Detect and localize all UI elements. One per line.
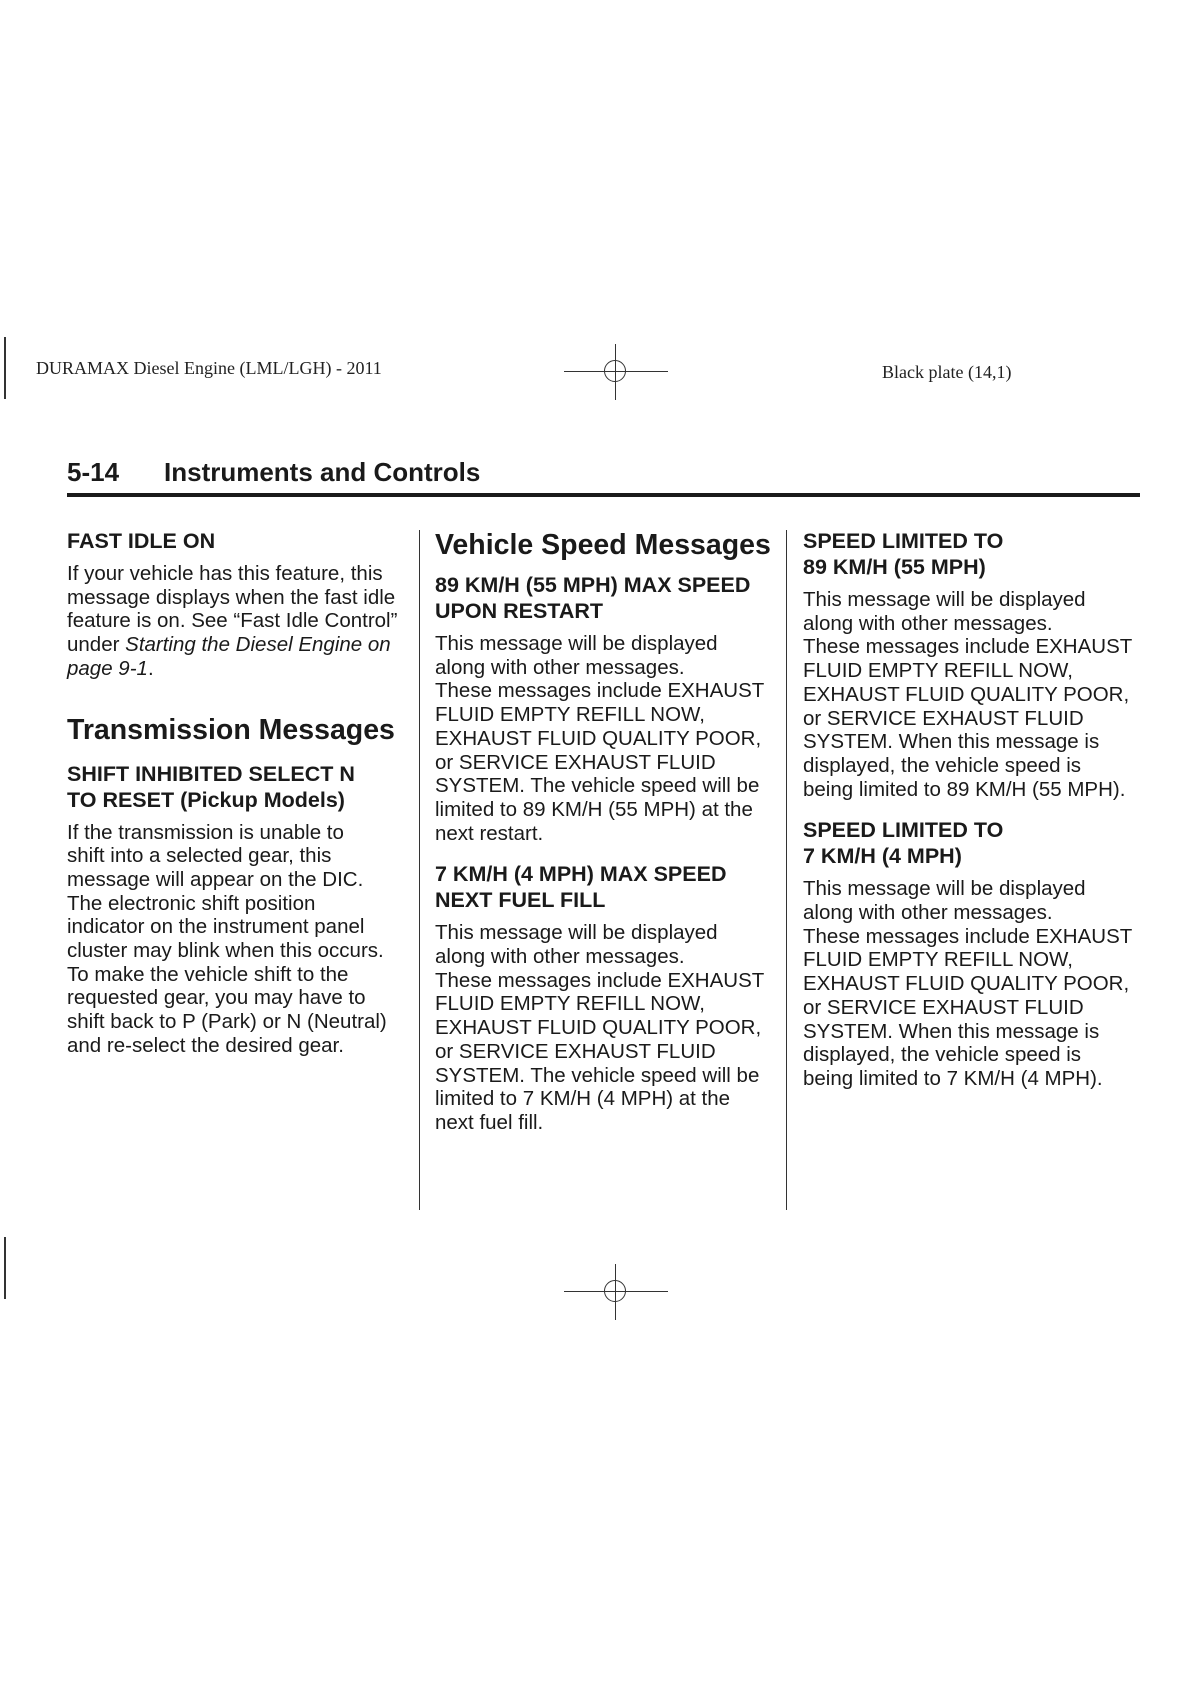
max-speed-fuel-fill-body: This message will be displayed along with other messages. These messages include EXHAUST FLUID EMPTY REFILL NOW, EXHAUST FLUID QUALITY POOR, or SERVICE EXHAUST FLUID SYSTEM. The vehicle speed will be limited to 7 KM/H (4 MPH) at the next fuel fill. [435,921,765,1134]
registration-mark-bottom [564,1264,668,1320]
vehicle-speed-messages-heading: Vehicle Speed Messages [435,529,771,561]
speed-limited-89-heading: SPEED LIMITED TO 89 KM/H (55 MPH) [803,529,1004,579]
print-slug-left: DURAMAX Diesel Engine (LML/LGH) - 2011 [36,358,382,378]
crop-mark-bottom-left [4,1237,6,1299]
page-number: 5-14 [67,457,120,487]
transmission-messages-heading: Transmission Messages [67,713,395,746]
column-3 [803,528,1138,1091]
speed-limited-7-heading: SPEED LIMITED TO 7 KM/H (4 MPH) [803,818,1004,869]
page-header [67,457,1140,497]
registration-mark-top [564,344,668,400]
section-title: Instruments and Controls [164,457,481,487]
print-slug-right: Black plate (14,1) [882,362,1012,382]
column-divider-1 [419,530,420,1210]
fast-idle-body: If your vehicle has this feature, this message displays when the fast idle feature is on. See “Fast Idle Control” under Starting the Diesel Engine on page 9-1. [67,562,398,680]
crop-mark-top-left [4,337,6,399]
column-2 [435,528,770,1135]
shift-inhibited-body: If the transmission is unable to shift into a selected gear, this message will appear on the DIC. The electronic shift position indicator on the instrument panel cluster may blink when this occurs. To make the vehicle shift to the requested gear, you may have to shift back to P (Park) or N (Neutral) and re-select the desired gear. [67,820,387,1057]
shift-inhibited-heading: SHIFT INHIBITED SELECT N TO RESET (Pickup Models) [67,761,355,812]
fast-idle-heading: FAST IDLE ON [67,529,216,553]
column-1 [67,528,402,1058]
speed-limited-89-body: This message will be displayed along with other messages. These messages include EXHAUST FLUID EMPTY REFILL NOW, EXHAUST FLUID QUALITY POOR, or SERVICE EXHAUST FLUID SYSTEM. When this message is displayed, the vehicle speed is being limited to 89 KM/H (55 MPH). [803,588,1133,801]
max-speed-restart-heading: 89 KM/H (55 MPH) MAX SPEED UPON RESTART [435,573,751,623]
column-divider-2 [786,530,787,1210]
cross-reference-link[interactable]: Starting the Diesel Engine on page 9-1 [67,633,391,680]
max-speed-restart-body: This message will be displayed along with other messages. These messages include EXHAUST FLUID EMPTY REFILL NOW, EXHAUST FLUID QUALITY POOR, or SERVICE EXHAUST FLUID SYSTEM. The vehicle speed will be limited to 89 KM/H (55 MPH) at the next restart. [435,632,765,845]
max-speed-fuel-fill-heading: 7 KM/H (4 MPH) MAX SPEED NEXT FUEL FILL [435,862,727,913]
speed-limited-7-body: This message will be displayed along with other messages. These messages include EXHAUST FLUID EMPTY REFILL NOW, EXHAUST FLUID QUALITY POOR, or SERVICE EXHAUST FLUID SYSTEM. When this message is displayed, the vehicle speed is being limited to 7 KM/H (4 MPH). [803,877,1133,1090]
